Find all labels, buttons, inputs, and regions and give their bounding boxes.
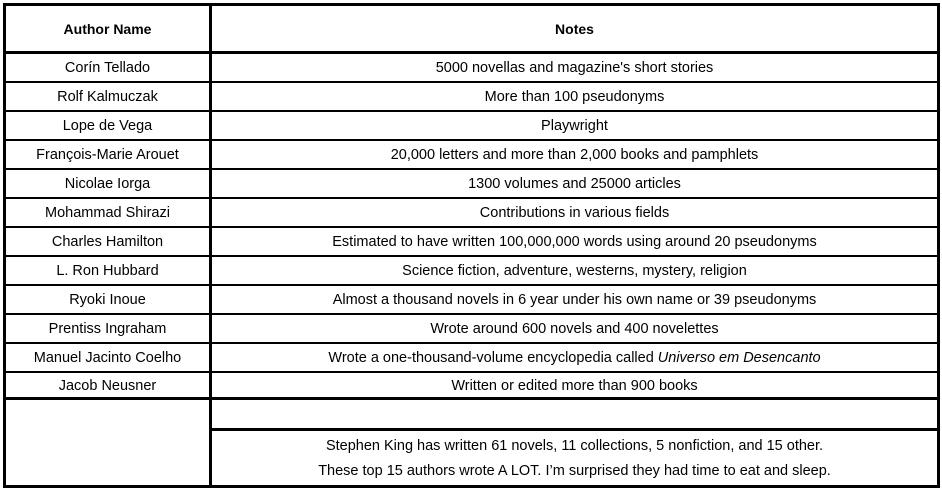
table-row xyxy=(6,286,937,313)
author-cell: Lope de Vega xyxy=(6,112,212,139)
notes-cell: 1300 volumes and 25000 articles xyxy=(468,175,681,192)
footer-empty-cell xyxy=(6,400,212,485)
notes-cell: Estimated to have written 100,000,000 words using around 20 pseudonyms xyxy=(332,233,817,250)
notes-cell: Science fiction, adventure, westerns, mystery, religion xyxy=(402,262,747,279)
author-cell: Jacob Neusner xyxy=(6,373,212,398)
footer-row xyxy=(6,400,937,485)
notes-cell: 5000 novellas and magazine's short stories xyxy=(435,59,714,76)
author-cell: Ryoki Inoue xyxy=(6,286,212,313)
author-cell: François-Marie Arouet xyxy=(6,141,212,168)
footer-blank-row xyxy=(212,400,937,428)
notes-text: Wrote a one-thousand-volume encyclopedia called xyxy=(328,349,654,366)
notes-cell xyxy=(212,344,937,371)
author-cell: Manuel Jacinto Coelho xyxy=(6,344,212,371)
notes-cell: Wrote around 600 novels and 400 novelettes xyxy=(430,320,719,337)
notes-cell: More than 100 pseudonyms xyxy=(484,88,665,105)
notes-cell: Playwright xyxy=(541,117,608,134)
notes-cell: Written or edited more than 900 books xyxy=(451,377,698,394)
author-cell: L. Ron Hubbard xyxy=(6,257,212,284)
footer-text xyxy=(212,431,937,485)
header-row xyxy=(6,6,937,51)
table-row xyxy=(6,373,937,398)
table-row xyxy=(6,228,937,255)
header-author-name: Author Name xyxy=(6,6,212,51)
author-cell: Charles Hamilton xyxy=(6,228,212,255)
author-cell: Rolf Kalmuczak xyxy=(6,83,212,110)
footer-line-1: Stephen King has written 61 novels, 11 collections, 5 nonfiction, and 15 other. xyxy=(325,437,824,454)
footer-notes xyxy=(212,400,937,485)
prolific-authors-table xyxy=(3,3,940,488)
author-cell: Prentiss Ingraham xyxy=(6,315,212,342)
table-row xyxy=(6,257,937,284)
footer-line-2: These top 15 authors wrote A LOT. I’m surprised they had time to eat and sleep. xyxy=(318,462,831,479)
notes-cell: Contributions in various fields xyxy=(479,204,670,221)
header-notes: Notes xyxy=(555,20,594,37)
table-row xyxy=(6,112,937,139)
author-cell: Mohammad Shirazi xyxy=(6,199,212,226)
notes-italic-title: Universo em Desencanto xyxy=(657,349,821,366)
table-row xyxy=(6,344,937,371)
author-cell: Nicolae Iorga xyxy=(6,170,212,197)
author-cell: Corín Tellado xyxy=(6,54,212,81)
notes-cell: Almost a thousand novels in 6 year under his own name or 39 pseudonyms xyxy=(332,291,817,308)
table-row xyxy=(6,54,937,81)
table-row xyxy=(6,83,937,110)
table-row xyxy=(6,141,937,168)
table-row xyxy=(6,170,937,197)
notes-cell: 20,000 letters and more than 2,000 books and pamphlets xyxy=(390,146,759,163)
table-row xyxy=(6,199,937,226)
table-row xyxy=(6,315,937,342)
